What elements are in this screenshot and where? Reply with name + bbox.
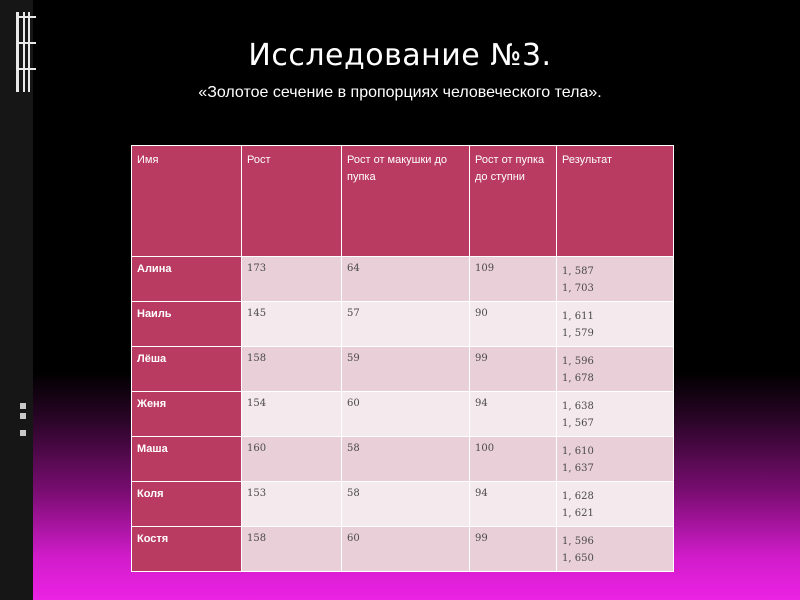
table-row: [132, 482, 674, 527]
result-value: 1, 579: [562, 328, 594, 339]
height-cell: 153: [242, 482, 342, 527]
result-value: 1, 628: [562, 491, 594, 502]
result-cell: [557, 392, 674, 437]
table-row: [132, 257, 674, 302]
navel-to-foot-cell: 109: [470, 257, 557, 302]
slide-subtitle: «Золотое сечение в пропорциях человеческого тела».: [198, 84, 602, 101]
name-cell: Костя: [132, 527, 242, 572]
navel-to-foot-cell: 94: [470, 392, 557, 437]
result-value: 1, 638: [562, 401, 594, 412]
name-cell: Коля: [132, 482, 242, 527]
column-header: Результат: [557, 146, 674, 257]
decorative-square-icon: [20, 413, 26, 419]
name-cell: Женя: [132, 392, 242, 437]
slide-title: Исследование №3.: [248, 38, 552, 73]
results-table: [131, 145, 674, 572]
result-cell: [557, 482, 674, 527]
column-header: Имя: [132, 146, 242, 257]
table-header-row: [132, 146, 674, 257]
height-cell: 145: [242, 302, 342, 347]
result-value: 1, 621: [562, 508, 594, 519]
table-row: [132, 392, 674, 437]
result-cell: [557, 437, 674, 482]
height-cell: 158: [242, 347, 342, 392]
result-value: 1, 596: [562, 356, 594, 367]
result-value: 1, 678: [562, 373, 594, 384]
result-value: 1, 596: [562, 536, 594, 547]
height-cell: 160: [242, 437, 342, 482]
decorative-square-icon: [20, 430, 26, 436]
name-cell: Лёша: [132, 347, 242, 392]
top-to-navel-cell: 57: [342, 302, 470, 347]
name-cell: Маша: [132, 437, 242, 482]
top-to-navel-cell: 58: [342, 437, 470, 482]
table-row: [132, 347, 674, 392]
decorative-square-icon: [20, 403, 26, 409]
result-cell: [557, 527, 674, 572]
column-header: Рост от пупка до ступни: [470, 146, 557, 257]
top-to-navel-cell: 60: [342, 392, 470, 437]
result-cell: [557, 302, 674, 347]
height-cell: 154: [242, 392, 342, 437]
height-cell: 158: [242, 527, 342, 572]
name-cell: Наиль: [132, 302, 242, 347]
result-value: 1, 637: [562, 463, 594, 474]
navel-to-foot-cell: 90: [470, 302, 557, 347]
result-value: 1, 703: [562, 283, 594, 294]
table-row: [132, 527, 674, 572]
name-cell: Алина: [132, 257, 242, 302]
navel-to-foot-cell: 99: [470, 527, 557, 572]
result-cell: [557, 347, 674, 392]
result-value: 1, 567: [562, 418, 594, 429]
height-cell: 173: [242, 257, 342, 302]
top-to-navel-cell: 59: [342, 347, 470, 392]
result-value: 1, 650: [562, 553, 594, 564]
table-row: [132, 302, 674, 347]
result-value: 1, 587: [562, 266, 594, 277]
column-header: Рост: [242, 146, 342, 257]
navel-to-foot-cell: 99: [470, 347, 557, 392]
navel-to-foot-cell: 100: [470, 437, 557, 482]
top-to-navel-cell: 60: [342, 527, 470, 572]
result-cell: [557, 257, 674, 302]
navel-to-foot-cell: 94: [470, 482, 557, 527]
table-row: [132, 437, 674, 482]
result-value: 1, 611: [562, 311, 594, 322]
column-header: Рост от макушки до пупка: [342, 146, 470, 257]
result-value: 1, 610: [562, 446, 594, 457]
top-to-navel-cell: 64: [342, 257, 470, 302]
top-to-navel-cell: 58: [342, 482, 470, 527]
